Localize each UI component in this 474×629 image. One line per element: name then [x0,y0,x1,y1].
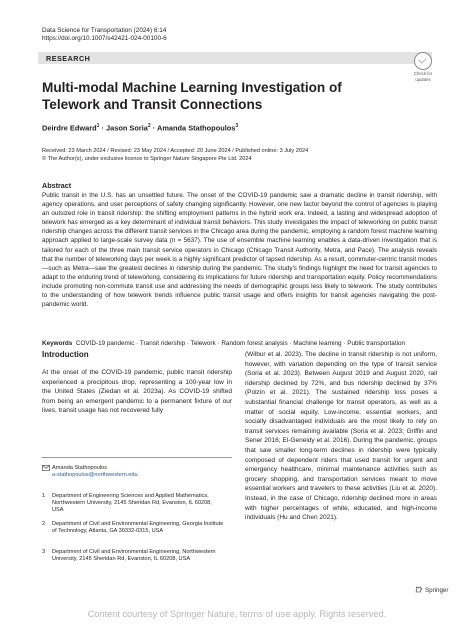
copyright-line: © The Author(s), under exclusive licence to Springer Nature Singapore Pte Ltd. 2024 [42,155,252,162]
publication-dates [42,148,442,163]
envelope-icon [42,465,50,474]
footnote-divider [42,457,232,458]
article-type-label: RESEARCH [46,54,91,63]
author-name[interactable]: Jason Soria [106,123,148,133]
check-for-updates-button[interactable] [409,52,437,82]
publisher-logo [415,586,448,594]
corresponding-author-name: Amanda Stathopoulos [52,465,108,471]
crossmark-icon [414,52,432,70]
affiliation-2 [42,521,222,545]
introduction-column-1: At the onset of the COVID-19 pandemic, public transit ridership experienced a precipitous drop, representing a 100-year low in the United States (Ziedan et al. 2023a). As COVID-19 shifted from being an emergent pandemic to a permanent fixture of our lives, transit usage has not recovered fully [42,369,232,415]
journal-citation: Data Science for Transportation (2024) 6:14 [42,27,167,34]
abstract-heading: Abstract [42,181,72,190]
history-dates: Received: 23 March 2024 / Revised: 23 May 2024 / Accepted: 20 June 2024 / Published online: 3 July 2024 [42,148,309,154]
crossmark-text-1: Check for [413,71,433,76]
article-title: Multi-modal Machine Learning Investigation of Telework and Transit Connections [42,80,342,112]
affiliation-mark: 2 [42,521,46,527]
abstract-text: Public transit in the U.S. has an unsettled future. The onset of the COVID-19 pandemic saw a dramatic decline in transit ridership, with agency operations, and user perceptions of safety changing significantly. However, one new factor beyond the control of agencies is playing an outsized role in transit ridership: the shifting employment patterns in the hybrid work era. Indeed, a lasting and widespread adoption of telework has emerged as a key determinant of individual transit behaviors. This study investigates the impact of teleworking on public transit ridership changes across the different transit services in the Chicago area during the pandemic, employing a random forest machine learning approach applied to large-scale survey data (n = 5637). The use of ensemble machine learning enables a data-driven investigation that is tailored for each of the three main transit service operators in Chicago (Chicago Transit Authority, Metra, and Pace). The analysis reveals that the number of teleworking days per week is a highly significant predictor of lapsed ridership. As a result, commuter-centric transit modes—such as Metra—saw the greatest declines in ridership during the pandemic. The study's findings highlight the need for transit agencies to adapt to the enduring trend of teleworking, considering its implications for future ridership and transportation equity. Policy recommendations include promoting non-commute transit use and addressing the needs of demographic groups less likely to telework. The study contributes to the understanding of how telework trends influence public transit usage and offers insights for transit agencies navigating the post-pandemic world. [42,192,437,309]
author-affiliation-mark: 2 [147,123,151,129]
springer-horse-icon [415,586,423,593]
affiliation-mark: 1 [42,493,46,499]
keywords [42,339,437,348]
author-affiliation-mark: 1 [96,123,100,129]
author-name[interactable]: Deirdre Edward [42,123,97,133]
keywords-list: COVID-19 pandemic · Transit ridership · Telework · Random forest analysis · Machine learning · Public transportation [75,340,406,347]
journal-header [42,27,342,44]
affiliation-mark: 3 [42,549,46,555]
author-name[interactable]: Amanda Stathopoulos [156,123,236,133]
affiliation-text: Department of Civil and Environmental Engineering, Northwestern University, 2145 Sheridan Rd, Evanston, IL 60208, USA [52,549,216,563]
affiliation-3 [42,549,222,573]
publisher-name: Springer [425,587,449,594]
article-type-bar [38,52,432,64]
doi-link[interactable]: https://doi.org/10.1007/s42421-024-00100-6 [42,35,167,43]
keywords-label: Keywords [42,340,73,347]
watermark: Content courtesy of Springer Nature, terms of use apply. Rights reserved. [87,609,387,619]
affiliation-text: Department of Civil and Environmental Engineering, Georgia Institute of Technology, Atlanta, GA 30332-0315, USA [52,521,224,535]
affiliation-1 [42,493,222,517]
corresponding-author [42,465,222,481]
introduction-heading: Introduction [42,350,89,359]
corresponding-author-email[interactable]: a-stathopoulos@northwestern.edu [52,472,138,479]
author-affiliation-mark: 3 [235,123,239,129]
crossmark-text-2: updates [415,77,431,82]
introduction-column-2: (Wilbur et al. 2023). The decline in transit ridership is not uniform, however, with variation depending on the type of transit service (Soria et al. 2023). Between August 2019 and August 2020, rail ridership declined by 72%, and bus ridership declined by 37% (Polzin et al. 2021). The sustained ridership loss poses a substantial financial challenge for transit operators, as well as a matter of social equity. Low-income, essential workers, and socially disadvantaged individuals are the most likely to rely on transit services remaining available (Soria et al. 2023; Griffin and Sener 2016; El-Geneidy et al. 2016). During the pandemic, groups that saw smaller long-term declines in ridership were typically composed of dependent riders that used transit for urgent and emergency healthcare, minimal maintenance activities such as grocery shopping, and transportation services meant to move essential workers and travelers to these activities (Liu et al. 2020). Instead, in the case of Chicago, ridership declined more in areas with higher percentages of white, educated, and high-income individuals (Hu and Chen 2021). [245,351,437,522]
affiliation-text: Department of Engineering Sciences and Applied Mathematics, Northwestern University, 2145 Sheridan Rd, Evanston, IL 60208, USA [52,493,212,514]
author-list: Deirdre Edward$^1$ · Jason Soria$^2$ · Amanda Stathopoulos$^3$ [42,123,239,133]
